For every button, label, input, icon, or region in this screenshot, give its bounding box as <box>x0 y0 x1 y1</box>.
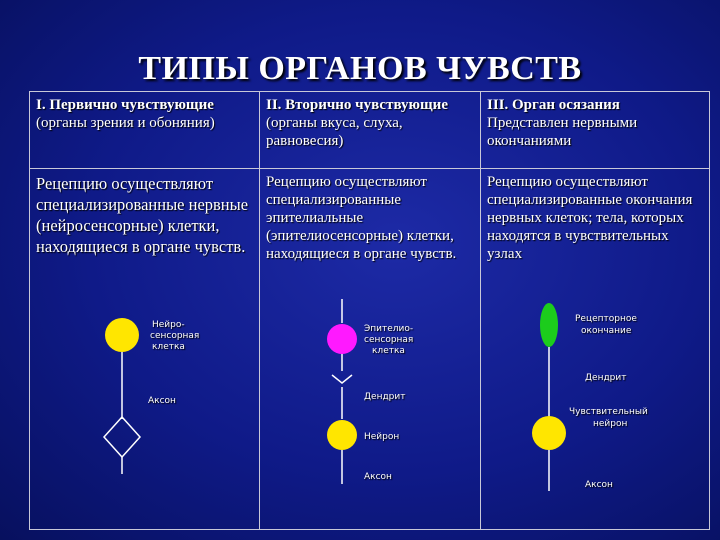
secondary-receptor-diagram <box>260 299 479 519</box>
label-neuro-3: клетка <box>152 342 185 352</box>
label-receptor-2: окончание <box>581 326 632 336</box>
label-epi-3: клетка <box>372 346 405 356</box>
label-neuron-secondary: Нейрон <box>364 432 400 442</box>
header-cell-primary <box>30 92 260 169</box>
body-cell-primary <box>30 169 260 530</box>
label-dendrite-secondary: Дендрит <box>364 392 406 402</box>
label-neuro-2: сенсорная <box>150 331 200 341</box>
neurosensory-cell-body <box>105 318 139 352</box>
label-epi-1: Эпителио- <box>364 324 414 334</box>
epitheliosensory-cell <box>327 324 357 354</box>
primary-receptor-diagram <box>30 299 258 519</box>
synapse-cleft <box>332 375 352 383</box>
label-epi-2: сенсорная <box>364 335 414 345</box>
label-axon-touch: Аксон <box>585 480 613 490</box>
header-cell-touch <box>481 92 710 169</box>
header-cell-secondary <box>260 92 481 169</box>
body-cell-secondary <box>260 169 481 530</box>
body-row <box>30 169 710 530</box>
touch-receptor-diagram <box>481 299 708 519</box>
label-sensory-2: нейрон <box>593 419 628 429</box>
header-primary-text: (органы зрения и обоняния) <box>36 115 215 131</box>
page-title: ТИПЫ ОРГАНОВ ЧУВСТВ <box>138 50 582 87</box>
header-touch-title: III. Орган осязания <box>487 97 620 113</box>
body-primary-text: Рецепцию осуществляют специализированные нервные (нейросенсорные) клетки, находящиеся в органе чувств. <box>36 174 249 256</box>
label-sensory-1: Чувствительный <box>569 407 648 417</box>
body-cell-touch <box>481 169 710 530</box>
header-touch-text: Представлен нервными окончаниями <box>487 115 638 149</box>
label-axon-secondary: Аксон <box>364 472 392 482</box>
body-touch-text: Рецепцию осуществляют специализированные окончания нервных клеток; тела, которых находятся в чувствительных узлах <box>487 174 693 262</box>
header-row <box>30 92 710 169</box>
label-neuro-1: Нейро- <box>152 320 185 330</box>
synapse-rhombus <box>104 417 140 457</box>
header-secondary-title: II. Вторично чувствующие <box>266 97 448 113</box>
header-secondary-text: (органы вкуса, слуха, равновесия) <box>266 115 403 149</box>
sensory-neuron-body <box>532 416 566 450</box>
label-axon-primary: Аксон <box>148 396 176 406</box>
label-dendrite-touch: Дендрит <box>585 373 627 383</box>
receptor-ending <box>540 303 558 347</box>
header-primary-title: I. Первично чувствующие <box>36 97 214 113</box>
body-secondary-text: Рецепцию осуществляют специализированные эпителиальные (эпителиосенсорные) клетки, находящиеся в органе чувств. <box>266 174 457 262</box>
neuron-body <box>327 420 357 450</box>
sense-organs-table <box>29 91 710 530</box>
label-receptor-1: Рецепторное <box>575 314 637 324</box>
